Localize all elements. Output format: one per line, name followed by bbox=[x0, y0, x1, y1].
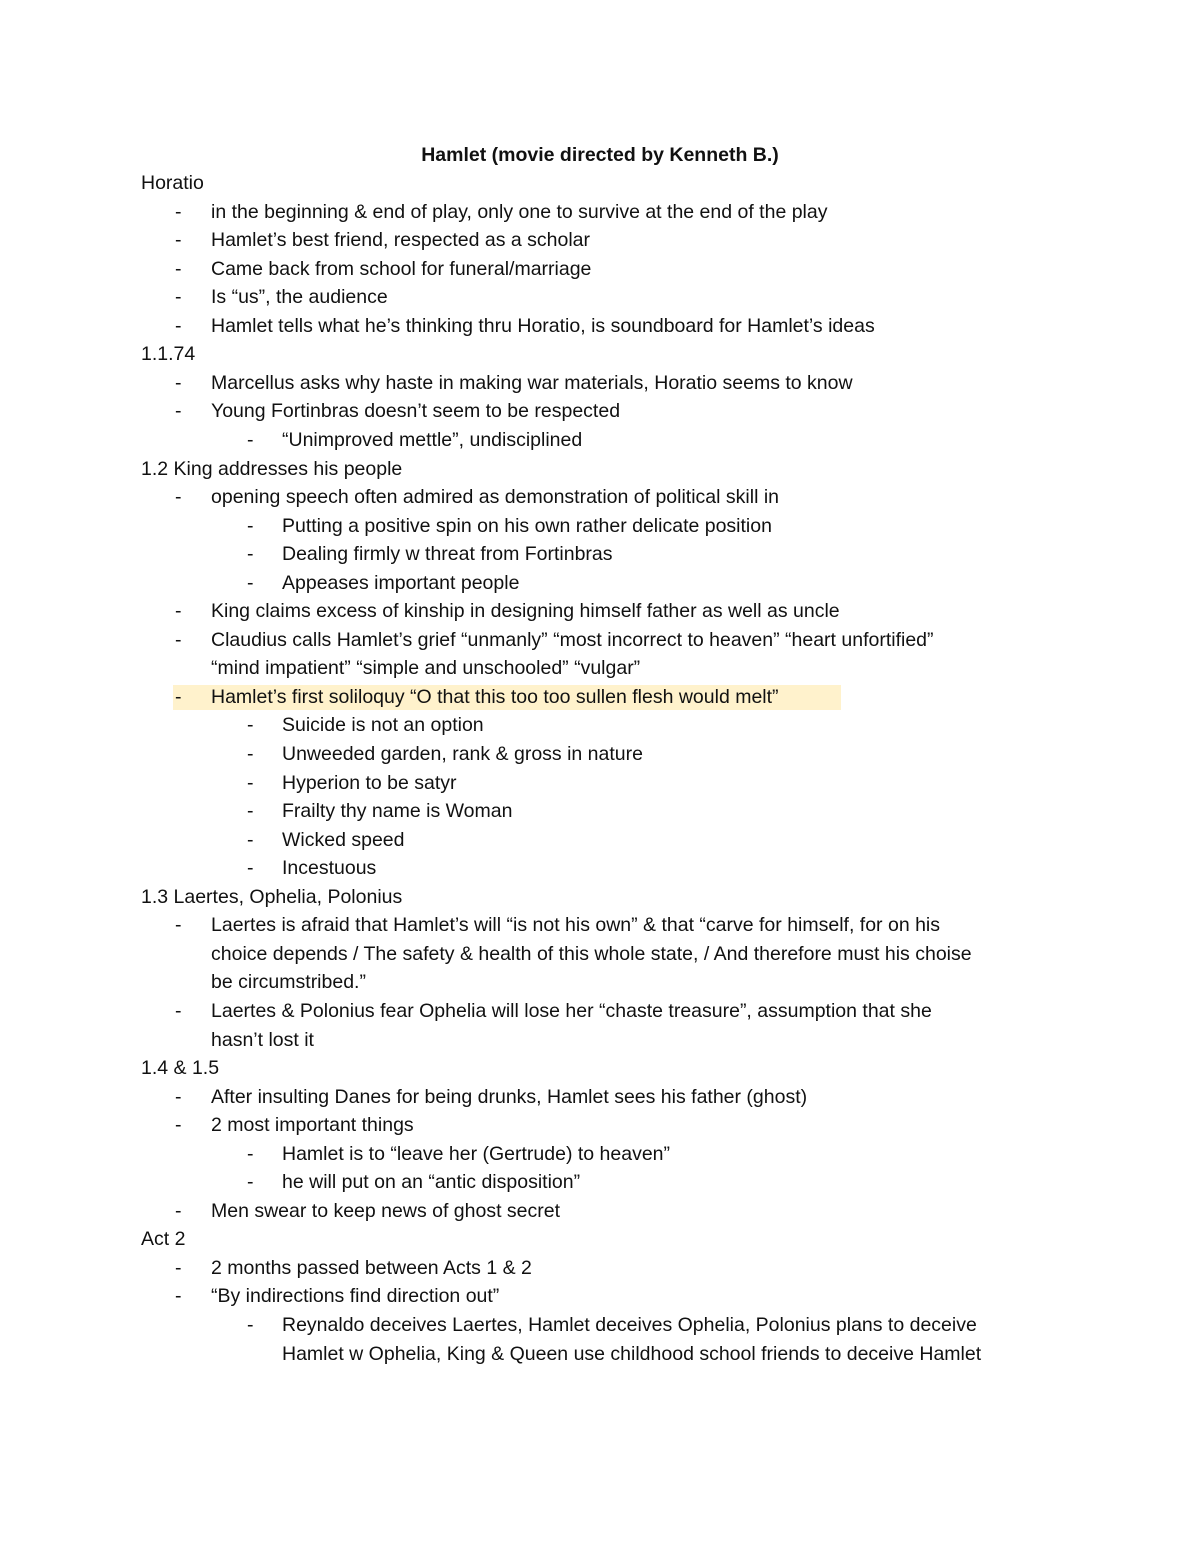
bullet-dash: - bbox=[175, 229, 182, 252]
line-text: 2 most important things bbox=[211, 1114, 414, 1137]
line-text: Marcellus asks why haste in making war materials, Horatio seems to know bbox=[211, 371, 853, 394]
line-text: 1.3 Laertes, Ophelia, Polonius bbox=[141, 885, 403, 908]
sub-bullet-item bbox=[0, 426, 1200, 454]
bullet-item bbox=[0, 1197, 1200, 1225]
bullet-item bbox=[0, 654, 1200, 682]
bullet-item bbox=[0, 483, 1200, 511]
line-text: Unweeded garden, rank & gross in nature bbox=[282, 743, 643, 765]
bullet-dash: - bbox=[247, 771, 254, 794]
line-text: Men swear to keep news of ghost secret bbox=[211, 1199, 561, 1222]
bullet-dash: - bbox=[247, 1142, 254, 1165]
bullet-item bbox=[0, 1254, 1200, 1282]
bullet-item bbox=[0, 683, 1200, 711]
bullet-item bbox=[0, 997, 1200, 1025]
line-text: 2 months passed between Acts 1 & 2 bbox=[211, 1256, 532, 1279]
sub-bullet-item bbox=[0, 711, 1200, 739]
bullet-item bbox=[0, 1111, 1200, 1139]
section-heading bbox=[0, 883, 1200, 911]
bullet-item bbox=[0, 255, 1200, 283]
line-text: After insulting Danes for being drunks, Hamlet sees his father (ghost) bbox=[211, 1085, 808, 1108]
line-text: he will put on an “antic disposition” bbox=[282, 1171, 581, 1194]
bullet-dash: - bbox=[175, 600, 182, 623]
bullet-dash: - bbox=[175, 1199, 182, 1222]
bullet-item bbox=[0, 369, 1200, 397]
bullet-item bbox=[0, 198, 1200, 226]
line-text: 1.1.74 bbox=[141, 343, 196, 366]
line-text: Appeases important people bbox=[282, 571, 520, 594]
bullet-dash: - bbox=[247, 1314, 254, 1336]
bullet-dash: - bbox=[247, 514, 254, 537]
section-heading bbox=[0, 1054, 1200, 1082]
sub-bullet-item bbox=[0, 769, 1200, 797]
section-heading bbox=[0, 340, 1200, 368]
bullet-dash: - bbox=[247, 800, 254, 823]
bullet-dash: - bbox=[175, 685, 182, 708]
line-text: Hamlet’s first soliloquy “O that this too too sullen flesh would melt” bbox=[211, 685, 779, 708]
bullet-dash: - bbox=[175, 286, 182, 309]
bullet-item bbox=[0, 968, 1200, 996]
bullet-dash: - bbox=[247, 428, 254, 451]
bullet-item bbox=[0, 1282, 1200, 1310]
line-text: Came back from school for funeral/marriage bbox=[211, 257, 592, 280]
bullet-item bbox=[0, 1026, 1200, 1054]
bullet-dash: - bbox=[175, 999, 182, 1022]
line-text: Putting a positive spin on his own rather delicate position bbox=[282, 514, 772, 537]
line-text: “By indirections find direction out” bbox=[211, 1285, 500, 1308]
sub-bullet-item bbox=[0, 1311, 1200, 1339]
line-text: Claudius calls Hamlet’s grief “unmanly” “most incorrect to heaven” “heart unfortified” bbox=[211, 628, 934, 651]
sub-bullet-item bbox=[0, 569, 1200, 597]
line-text: Horatio bbox=[141, 172, 204, 194]
bullet-dash: - bbox=[175, 628, 182, 651]
bullet-dash: - bbox=[175, 914, 182, 937]
line-text: Incestuous bbox=[282, 857, 377, 880]
line-text: “mind impatient” “simple and unschooled” “vulgar” bbox=[211, 657, 641, 680]
bullet-dash: - bbox=[175, 400, 182, 423]
line-text: 1.4 & 1.5 bbox=[141, 1057, 220, 1080]
bullet-item bbox=[0, 1083, 1200, 1111]
bullet-item bbox=[0, 597, 1200, 625]
document-title: Hamlet (movie directed by Kenneth B.) bbox=[421, 144, 779, 166]
sub-bullet-item bbox=[0, 854, 1200, 882]
sub-bullet-item bbox=[0, 797, 1200, 825]
section-heading bbox=[0, 455, 1200, 483]
sub-bullet-item bbox=[0, 512, 1200, 540]
line-text: King claims excess of kinship in designing himself father as well as uncle bbox=[211, 600, 840, 623]
line-text: Hamlet tells what he’s thinking thru Horatio, is soundboard for Hamlet’s ideas bbox=[211, 314, 875, 337]
bullet-item bbox=[0, 911, 1200, 939]
bullet-item bbox=[0, 283, 1200, 311]
line-text: Is “us”, the audience bbox=[211, 286, 388, 309]
section-heading bbox=[0, 1225, 1200, 1253]
sub-bullet-item bbox=[0, 1168, 1200, 1196]
line-text: “Unimproved mettle”, undisciplined bbox=[282, 428, 583, 451]
line-text: Young Fortinbras doesn’t seem to be respected bbox=[211, 400, 621, 423]
line-text: Laertes is afraid that Hamlet’s will “is not his own” & that “carve for himself, for on his bbox=[211, 914, 941, 937]
line-text: Hyperion to be satyr bbox=[282, 771, 457, 794]
section-heading bbox=[0, 169, 1200, 197]
line-text: Wicked speed bbox=[282, 828, 405, 851]
bullet-dash: - bbox=[247, 714, 254, 737]
sub-bullet-item bbox=[0, 826, 1200, 854]
line-text: in the beginning & end of play, only one to survive at the end of the play bbox=[211, 200, 828, 223]
bullet-dash: - bbox=[175, 371, 182, 394]
line-text: be circumstribed.” bbox=[211, 971, 366, 994]
line-text: Hamlet is to “leave her (Gertrude) to heaven” bbox=[282, 1142, 671, 1165]
bullet-dash: - bbox=[175, 1256, 182, 1279]
bullet-dash: - bbox=[247, 857, 254, 880]
line-text: Frailty thy name is Woman bbox=[282, 800, 513, 823]
bullet-dash: - bbox=[247, 743, 254, 765]
bullet-dash: - bbox=[247, 828, 254, 851]
sub-bullet-item bbox=[0, 1340, 1200, 1368]
line-text: Suicide is not an option bbox=[282, 714, 484, 737]
line-text: Act 2 bbox=[141, 1228, 186, 1251]
bullet-dash: - bbox=[175, 314, 182, 337]
bullet-dash: - bbox=[175, 200, 182, 223]
sub-bullet-item bbox=[0, 1140, 1200, 1168]
line-text: choice depends / The safety & health of this whole state, / And therefore must his choise bbox=[211, 942, 972, 965]
bullet-item bbox=[0, 397, 1200, 425]
bullet-dash: - bbox=[247, 571, 254, 594]
bullet-dash: - bbox=[175, 1285, 182, 1308]
bullet-dash: - bbox=[247, 1171, 254, 1194]
line-text: Laertes & Polonius fear Ophelia will lose her “chaste treasure”, assumption that she bbox=[211, 999, 932, 1022]
sub-bullet-item bbox=[0, 740, 1200, 768]
line-text: hasn’t lost it bbox=[211, 1028, 314, 1051]
bullet-dash: - bbox=[247, 543, 254, 566]
bullet-item bbox=[0, 940, 1200, 968]
bullet-item bbox=[0, 226, 1200, 254]
line-text: Dealing firmly w threat from Fortinbras bbox=[282, 543, 613, 566]
line-text: Reynaldo deceives Laertes, Hamlet deceives Ophelia, Polonius plans to deceive bbox=[282, 1314, 977, 1336]
line-text: Hamlet w Ophelia, King & Queen use childhood school friends to deceive Hamlet bbox=[282, 1342, 982, 1365]
line-text: opening speech often admired as demonstration of political skill in bbox=[211, 486, 779, 509]
sub-bullet-item bbox=[0, 540, 1200, 568]
line-text: 1.2 King addresses his people bbox=[141, 457, 403, 480]
bullet-item bbox=[0, 312, 1200, 340]
bullet-dash: - bbox=[175, 257, 182, 280]
bullet-item bbox=[0, 626, 1200, 654]
bullet-dash: - bbox=[175, 1085, 182, 1108]
bullet-dash: - bbox=[175, 1114, 182, 1137]
bullet-dash: - bbox=[175, 486, 182, 509]
line-text: Hamlet’s best friend, respected as a scholar bbox=[211, 229, 590, 252]
